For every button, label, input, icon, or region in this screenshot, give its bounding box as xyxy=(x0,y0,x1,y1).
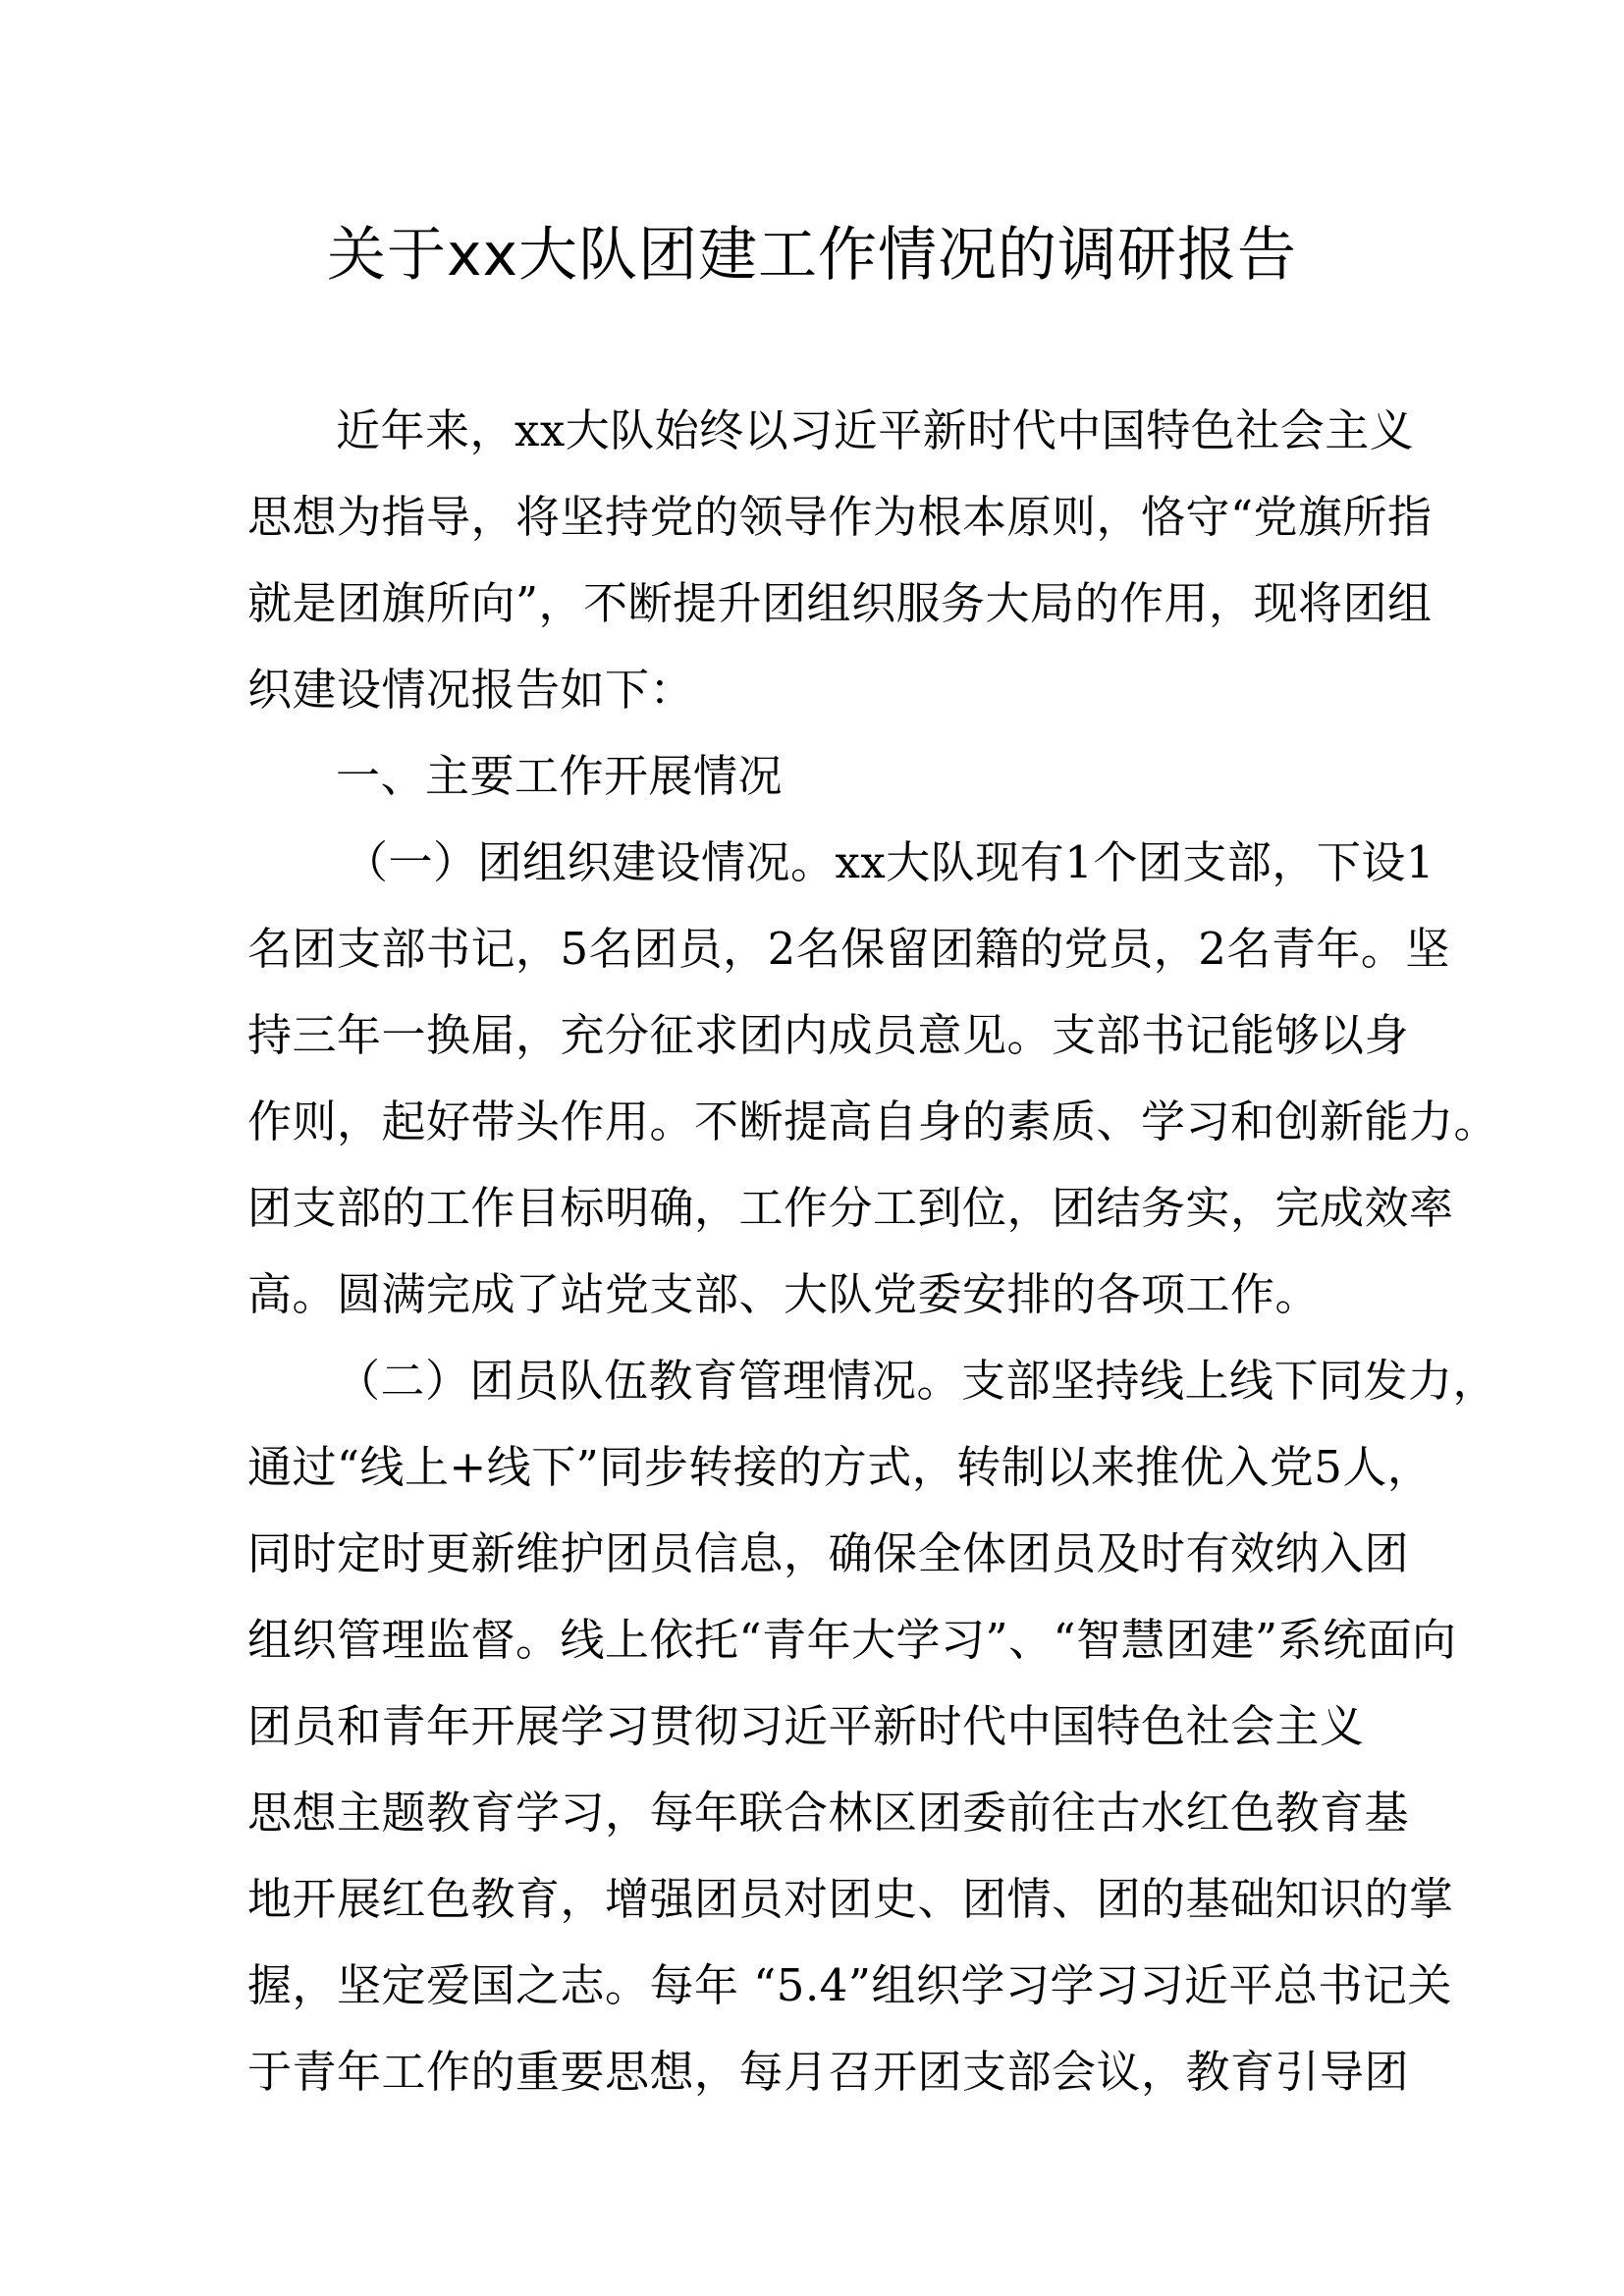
paragraph-line: 思想主题教育学习，每年联合林区团委前往古水红色教育基 xyxy=(247,1787,1410,1839)
paragraph-line: 握，坚定爱国之志。每年 “5.4”组织学习学习习近平总书记关 xyxy=(247,1959,1452,2011)
paragraph-line: 地开展红色教育，增强团员对团史、团情、团的基础知识的掌 xyxy=(247,1873,1454,1925)
paragraph-line: 作则，起好带头作用。不断提高自身的素质、学习和创新能力。 xyxy=(247,1095,1499,1148)
paragraph-line: 高。圆满完成了站党支部、大队党委安排的各项工作。 xyxy=(247,1268,1321,1320)
document-title: 关于xx大队团建工作情况的调研报告 xyxy=(326,221,1297,290)
document-body xyxy=(247,388,1499,2115)
paragraph-line: 近年来，xx大队始终以习近平新时代中国特色社会主义 xyxy=(336,404,1415,456)
paragraph-line: （二）团员队伍教育管理情况。支部坚持线上线下同发力， xyxy=(336,1355,1498,1407)
paragraph-line: 团支部的工作目标明确，工作分工到位，团结务实，完成效率 xyxy=(247,1182,1454,1234)
paragraph-line: 就是团旗所向”，不断提升团组织服务大局的作用，现将团组 xyxy=(247,577,1433,629)
paragraph-line: 通过“线上+线下”同步转接的方式，转制以来推优入党5人， xyxy=(247,1441,1433,1493)
paragraph-line: 思想为指导，将坚持党的领导作为根本原则，恪守“党旗所指 xyxy=(247,491,1433,543)
paragraph-line: 名团支部书记，5名团员，2名保留团籍的党员，2名青年。坚 xyxy=(247,923,1450,975)
paragraph-line: 团员和青年开展学习贯彻习近平新时代中国特色社会主义 xyxy=(247,1700,1365,1752)
paragraph-line: 组织管理监督。线上依托“青年大学习”、“智慧团建”系统面向 xyxy=(247,1614,1457,1666)
section-heading: 一、主要工作开展情况 xyxy=(336,750,784,802)
paragraph-line: 织建设情况报告如下： xyxy=(247,664,695,716)
paragraph-line: 持三年一换届，充分征求团内成员意见。支部书记能够以身 xyxy=(247,1009,1410,1061)
paragraph-line: （一）团组织建设情况。xx大队现有1个团支部，下设1 xyxy=(344,836,1435,888)
paragraph-line: 于青年工作的重要思想，每月召开团支部会议，教育引导团 xyxy=(247,2046,1410,2098)
paragraph-line: 同时定时更新维护团员信息，确保全体团员及时有效纳入团 xyxy=(247,1527,1410,1579)
